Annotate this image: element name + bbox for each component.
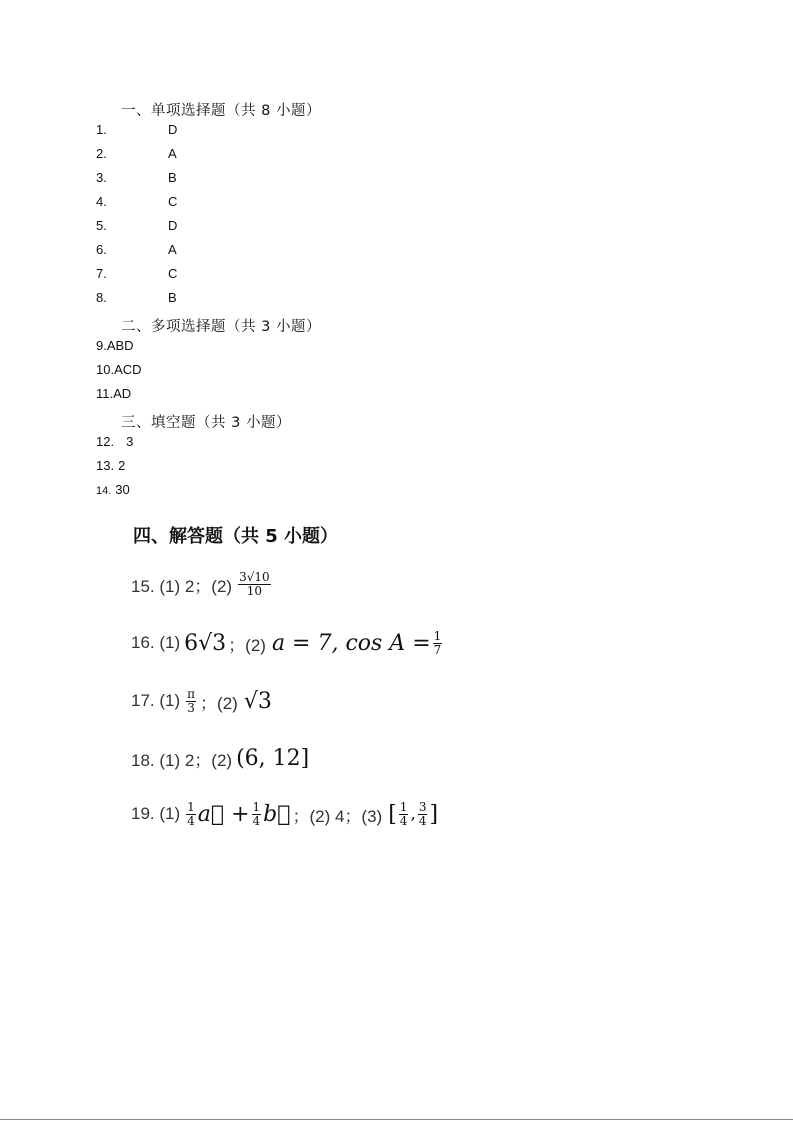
item-number: 13. [96, 458, 115, 473]
list-item [96, 121, 177, 139]
fraction-numerator: 1 [187, 800, 195, 814]
item-answer: A [168, 242, 177, 257]
item-number: 6. [96, 242, 107, 257]
list-item: 9.ABD [96, 338, 134, 353]
separator-text: ；(2) [228, 635, 266, 655]
item-answer: B [168, 290, 177, 305]
page-bottom-divider [0, 1119, 793, 1120]
fraction [418, 801, 428, 827]
fraction [186, 801, 196, 827]
item-answer: A [168, 146, 177, 161]
solution-label: 18. (1) 2；(2) [131, 751, 233, 770]
fraction-denominator: 4 [399, 813, 408, 828]
fraction-denominator: 4 [418, 813, 427, 828]
item-number: 12. [96, 434, 115, 449]
fraction-numerator: 3√10 [239, 570, 270, 584]
fraction-denominator: 7 [433, 642, 442, 657]
fraction-denominator: 4 [252, 813, 261, 828]
list-item [96, 217, 177, 235]
list-item [96, 169, 177, 187]
fraction-numerator: 1 [433, 629, 442, 643]
list-item [96, 193, 177, 211]
list-item [96, 265, 177, 283]
list-item [96, 457, 125, 475]
solution-17 [131, 688, 272, 714]
item-number: 5. [96, 218, 107, 233]
separator-text: ；(2) [200, 693, 238, 713]
separator-text: ；(2) 4；(3) [292, 806, 383, 826]
fraction-denominator: 3 [187, 700, 195, 715]
item-number: 14. [96, 485, 112, 497]
math-expression: 6√3 [184, 630, 227, 656]
item-answer: 3 [126, 434, 134, 449]
solution-label: 17. (1) [131, 691, 181, 711]
list-item [96, 289, 177, 307]
list-item: 10.ACD [96, 362, 142, 377]
item-number: 1. [96, 122, 107, 137]
item-answer: C [168, 266, 178, 281]
fraction [238, 571, 271, 597]
item-number: 7. [96, 266, 107, 281]
item-number: 8. [96, 290, 107, 305]
solution-label: 15. (1) 2；(2) [131, 576, 233, 596]
math-expression: √3 [243, 688, 272, 714]
section-fill-blank-title: 三、填空题（共 3 小题） [121, 415, 291, 431]
solution-18 [131, 746, 309, 771]
solution-19 [131, 801, 438, 827]
fraction-denominator: 10 [246, 583, 263, 598]
fraction [252, 801, 262, 827]
list-item [96, 481, 130, 500]
fraction-numerator: 1 [252, 800, 261, 814]
bracket-left-icon: [ [388, 801, 397, 827]
bracket-right-icon: ] [429, 801, 439, 827]
fraction [433, 630, 443, 656]
fraction-denominator: 4 [187, 813, 195, 828]
list-item [96, 433, 133, 451]
list-item: 11.AD [96, 386, 132, 401]
solution-16 [131, 630, 444, 656]
fraction-numerator: π [187, 687, 196, 701]
item-answer: D [168, 122, 178, 137]
item-answer: C [168, 194, 178, 209]
math-expression: b⃗ [263, 801, 291, 827]
item-number: 3. [96, 170, 107, 185]
list-item [96, 145, 177, 163]
solution-label: 16. (1) [131, 633, 181, 653]
fraction-numerator: 1 [399, 800, 408, 814]
item-answer: 30 [115, 482, 130, 497]
math-expression: a⃗ + [197, 801, 250, 827]
math-expression: (6, 12] [236, 746, 310, 771]
section-solutions-title: 四、解答题（共 5 小题） [133, 526, 339, 547]
fraction [186, 688, 196, 714]
item-answer: B [168, 170, 177, 185]
fraction [399, 801, 409, 827]
section-multi-choice-title: 二、多项选择题（共 3 小题） [121, 319, 321, 335]
item-answer: D [168, 218, 178, 233]
item-answer: 2 [118, 458, 126, 473]
item-number: 2. [96, 146, 107, 161]
solution-15 [131, 571, 273, 597]
comma-icon: , [410, 804, 416, 825]
solution-label: 19. (1) [131, 804, 181, 824]
section-single-choice-title: 一、单项选择题（共 8 小题） [121, 103, 321, 119]
list-item [96, 241, 177, 259]
fraction-numerator: 3 [418, 800, 427, 814]
math-expression: a = 7, cos A = [271, 630, 431, 656]
item-number: 4. [96, 194, 107, 209]
